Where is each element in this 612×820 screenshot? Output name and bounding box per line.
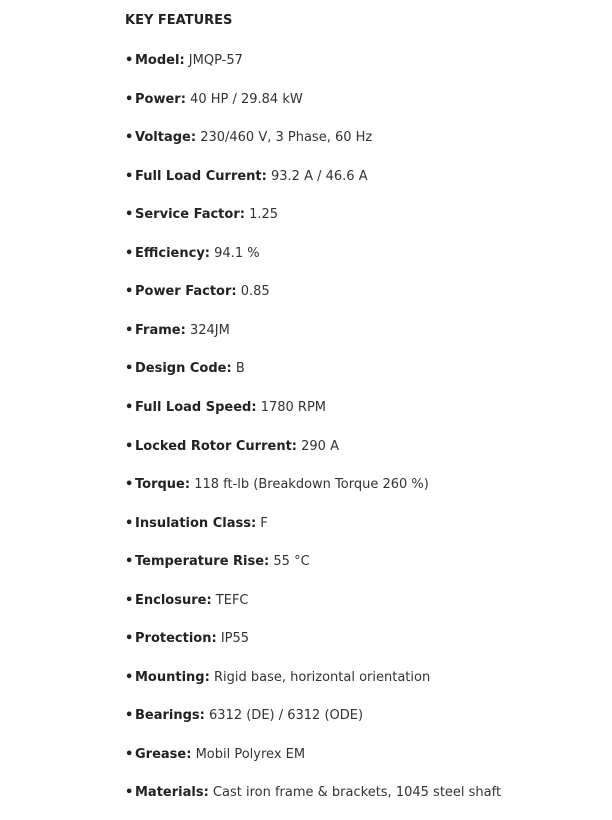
feature-value: 324JM	[189, 323, 230, 338]
feature-label: Protection:	[135, 631, 217, 646]
feature-value: 93.2 A / 46.6 A	[271, 169, 368, 184]
bullet-icon: •	[125, 130, 134, 145]
feature-label: Bearings:	[135, 708, 205, 723]
feature-label: Frame:	[135, 323, 186, 338]
bullet-icon: •	[125, 361, 134, 376]
feature-label: Temperature Rise:	[135, 554, 270, 569]
feature-value: B	[235, 361, 245, 376]
feature-label: Enclosure:	[135, 593, 212, 608]
feature-item	[125, 438, 339, 456]
feature-value: TEFC	[215, 593, 249, 608]
feature-value: 40 HP / 29.84 kW	[190, 92, 303, 107]
feature-item	[125, 129, 372, 147]
bullet-icon: •	[125, 207, 134, 222]
feature-label: Full Load Current:	[135, 169, 267, 184]
feature-label: Power:	[135, 92, 186, 107]
feature-value: 1.25	[249, 207, 279, 222]
feature-item	[125, 592, 249, 610]
feature-item	[125, 746, 305, 764]
feature-label: Efficiency:	[135, 246, 210, 261]
feature-item	[125, 476, 429, 494]
feature-label: Model:	[135, 53, 185, 68]
feature-value: 290 A	[301, 439, 339, 454]
feature-item	[125, 707, 363, 725]
feature-item	[125, 669, 430, 687]
bullet-icon: •	[125, 323, 134, 338]
bullet-icon: •	[125, 516, 134, 531]
feature-value: 230/460 V, 3 Phase, 60 Hz	[200, 130, 373, 145]
feature-value: F	[260, 516, 268, 531]
feature-item	[125, 784, 501, 802]
bullet-icon: •	[125, 169, 134, 184]
feature-item	[125, 515, 268, 533]
feature-value: Cast iron frame & brackets, 1045 steel shaft	[212, 785, 502, 800]
bullet-icon: •	[125, 554, 134, 569]
bullet-icon: •	[125, 400, 134, 415]
feature-item	[125, 91, 303, 109]
bullet-icon: •	[125, 92, 134, 107]
feature-label: Grease:	[135, 747, 192, 762]
bullet-icon: •	[125, 593, 134, 608]
feature-item	[125, 322, 230, 340]
feature-label: Materials:	[135, 785, 209, 800]
feature-item	[125, 245, 260, 263]
feature-value: IP55	[220, 631, 250, 646]
feature-value: 118 ft-lb (Breakdown Torque 260 %)	[194, 477, 429, 492]
feature-item	[125, 206, 278, 224]
feature-label: Voltage:	[135, 130, 197, 145]
feature-item	[125, 553, 310, 571]
feature-value: Mobil Polyrex EM	[195, 747, 306, 762]
feature-value: 55 °C	[273, 554, 310, 569]
bullet-icon: •	[125, 747, 134, 762]
feature-value: JMQP-57	[188, 53, 243, 68]
feature-label: Insulation Class:	[135, 516, 257, 531]
feature-value: Rigid base, horizontal orientation	[213, 670, 431, 685]
bullet-icon: •	[125, 284, 134, 299]
section-heading: KEY FEATURES	[125, 13, 233, 28]
feature-label: Torque:	[135, 477, 191, 492]
feature-item	[125, 52, 243, 70]
bullet-icon: •	[125, 439, 134, 454]
feature-label: Locked Rotor Current:	[135, 439, 297, 454]
feature-value: 94.1 %	[214, 246, 260, 261]
feature-label: Full Load Speed:	[135, 400, 257, 415]
feature-label: Power Factor:	[135, 284, 237, 299]
feature-value: 6312 (DE) / 6312 (ODE)	[209, 708, 364, 723]
feature-item	[125, 360, 245, 378]
bullet-icon: •	[125, 246, 134, 261]
feature-label: Mounting:	[135, 670, 210, 685]
feature-item	[125, 283, 270, 301]
bullet-icon: •	[125, 785, 134, 800]
feature-item	[125, 168, 368, 186]
bullet-icon: •	[125, 477, 134, 492]
feature-label: Design Code:	[135, 361, 232, 376]
bullet-icon: •	[125, 53, 134, 68]
bullet-icon: •	[125, 708, 134, 723]
feature-label: Service Factor:	[135, 207, 245, 222]
feature-item	[125, 630, 249, 648]
bullet-icon: •	[125, 670, 134, 685]
bullet-icon: •	[125, 631, 134, 646]
feature-value: 0.85	[240, 284, 270, 299]
feature-value: 1780 RPM	[260, 400, 327, 415]
feature-item	[125, 399, 326, 417]
